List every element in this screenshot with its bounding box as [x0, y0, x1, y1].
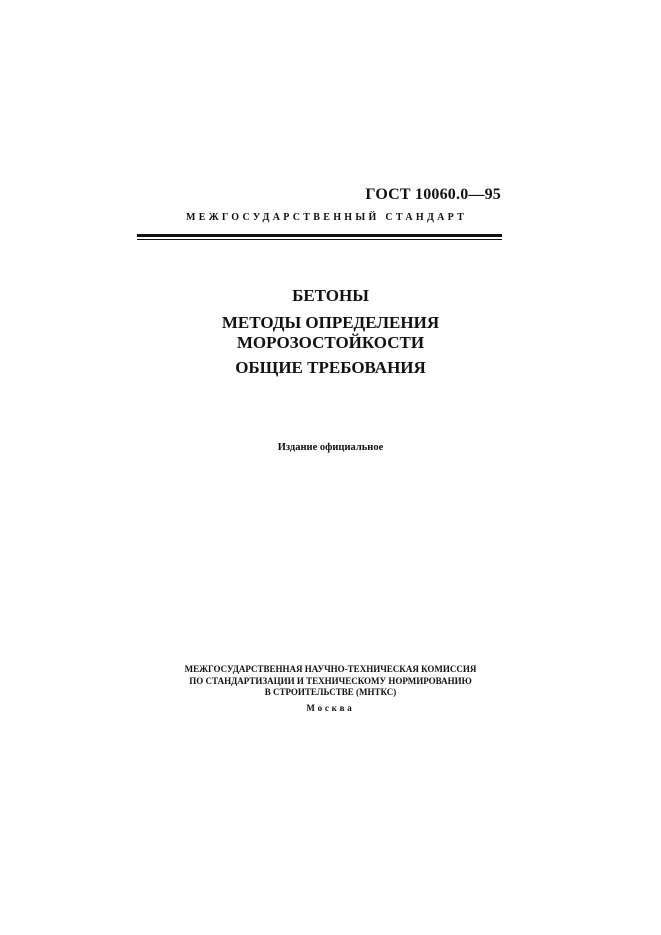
- title-methods-line1: МЕТОДЫ ОПРЕДЕЛЕНИЯ: [221, 313, 440, 332]
- title-methods-line2: МОРОЗОСТОЙКОСТИ: [236, 333, 425, 352]
- publisher-line2: ПО СТАНДАРТИЗАЦИИ И ТЕХНИЧЕСКОМУ НОРМИРОВАНИЮ: [189, 675, 472, 686]
- city-label: Москва: [306, 703, 355, 713]
- title-methods: [120, 313, 541, 353]
- edition-label: Издание официальное: [277, 442, 384, 453]
- publisher-block: [120, 664, 541, 699]
- title-general: ОБЩИЕ ТРЕБОВАНИЯ: [235, 358, 426, 377]
- publisher-line1: МЕЖГОСУДАРСТВЕННАЯ НАУЧНО-ТЕХНИЧЕСКАЯ КОМИССИЯ: [184, 664, 477, 674]
- publisher-line3: В СТРОИТЕЛЬСТВЕ (МНТКС): [264, 687, 397, 697]
- title-main: БЕТОНЫ: [292, 286, 369, 305]
- gost-number: ГОСТ 10060.0—95: [365, 186, 501, 203]
- standard-type-label: МЕЖГОСУДАРСТВЕННЫЙ СТАНДАРТ: [186, 212, 468, 223]
- header-rule-thick: [137, 234, 502, 237]
- header-rule-thin: [137, 239, 502, 240]
